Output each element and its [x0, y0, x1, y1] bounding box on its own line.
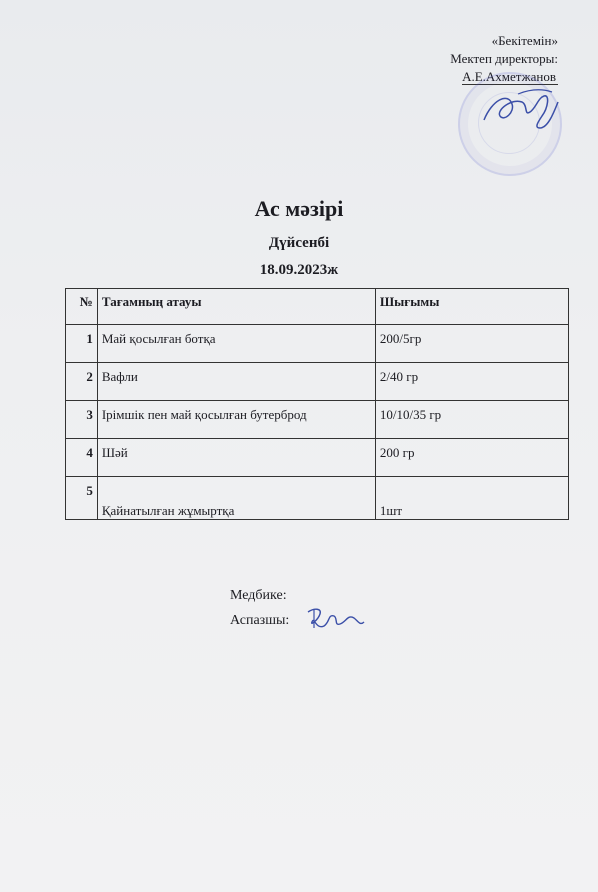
menu-table [65, 288, 569, 520]
nurse-label: Медбике: [230, 588, 287, 603]
dish-output: 1шт [375, 477, 568, 520]
approval-line-1: «Бекітемін» [491, 33, 558, 48]
dish-output: 200 гр [375, 439, 568, 477]
menu-date: 18.09.2023ж [259, 262, 339, 278]
row-number: 1 [66, 325, 98, 363]
table-row [66, 477, 569, 520]
row-number: 2 [66, 363, 98, 401]
col-header-dish: Тағамның атауы [97, 289, 375, 325]
dish-name: Қайнатылған жұмыртқа [97, 477, 375, 520]
dish-output: 10/10/35 гр [375, 401, 568, 439]
table-header-row [66, 289, 569, 325]
col-header-number: № [66, 289, 98, 325]
cook-label: Аспазшы: [230, 613, 290, 628]
dish-name: Вафли [97, 363, 375, 401]
director-name: А.Е.Ахметжанов [462, 69, 556, 84]
table-row [66, 401, 569, 439]
day-of-week: Дүйсенбі [268, 235, 330, 251]
row-number: 5 [66, 477, 98, 520]
approval-line-2: Мектеп директоры: [450, 51, 558, 66]
table-row [66, 439, 569, 477]
dish-name: Май қосылған ботқа [97, 325, 375, 363]
dish-output: 2/40 гр [375, 363, 568, 401]
col-header-output: Шығымы [375, 289, 568, 325]
row-number: 4 [66, 439, 98, 477]
dish-name: Шәй [97, 439, 375, 477]
director-signature [478, 82, 562, 140]
cook-signature [304, 604, 366, 634]
dish-output: 200/5гр [375, 325, 568, 363]
page-title: Ас мәзірі [254, 196, 344, 221]
table-row [66, 363, 569, 401]
table-row [66, 325, 569, 363]
row-number: 3 [66, 401, 98, 439]
dish-name: Ірімшік пен май қосылған бутерброд [97, 401, 375, 439]
